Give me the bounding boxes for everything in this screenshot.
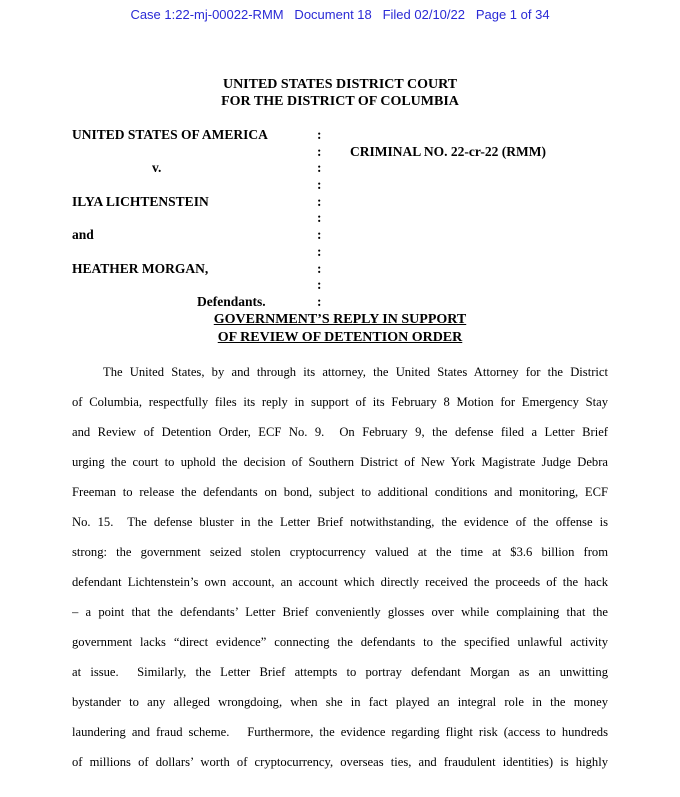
caption-colon: : <box>317 260 322 276</box>
caption-row <box>72 177 608 194</box>
caption-colon: : <box>317 293 322 309</box>
caption-colon: : <box>317 143 322 159</box>
body-line: and Review of Detention Order, ECF No. 9. On February 9, the defense filed a Letter Brief <box>72 425 608 439</box>
caption-case-number: CRIMINAL NO. 22-cr-22 (RMM) <box>350 143 546 159</box>
body-line: of Columbia, respectfully files its reply in support of its February 8 Motion for Emergency Stay <box>72 395 608 409</box>
caption-colon: : <box>317 193 322 209</box>
caption-defendants-label: Defendants. <box>197 293 266 309</box>
caption-defendant-2: HEATHER MORGAN, <box>72 260 209 276</box>
caption-versus: v. <box>152 160 162 176</box>
court-title <box>0 76 680 110</box>
caption-colon: : <box>317 177 322 193</box>
document-heading-line2: OF REVIEW OF DETENTION ORDER <box>217 330 463 345</box>
caption-colon: : <box>317 243 322 259</box>
court-title-line2: FOR THE DISTRICT OF COLUMBIA <box>221 94 459 109</box>
court-title-line1: UNITED STATES DISTRICT COURT <box>222 77 458 92</box>
caption-colon: : <box>317 277 322 293</box>
caption-party-plaintiff: UNITED STATES OF AMERICA <box>72 127 268 142</box>
caption-row <box>72 227 608 244</box>
caption-colon: : <box>317 227 322 243</box>
body-line: at issue. Similarly, the Letter Brief attempts to portray defendant Morgan as an unwitting <box>72 665 608 679</box>
caption-colon: : <box>317 160 322 176</box>
body-line: No. 15. The defense bluster in the Letter Brief notwithstanding, the evidence of the offense is <box>72 515 608 529</box>
case-header-stamp: Case 1:22-mj-00022-RMM Document 18 Filed 02/10/22 Page 1 of 34 <box>130 7 550 22</box>
body-line: – a point that the defendants’ Letter Brief conveniently glosses over while complaining that the <box>72 605 608 619</box>
body-line: strong: the government seized stolen cryptocurrency valued at the time at $3.6 billion from <box>72 545 608 559</box>
body-line: bystander to any alleged wrongdoing, when she in fact played an integral role in the money <box>72 695 608 709</box>
caption-row <box>72 261 608 278</box>
body-line: Freeman to release the defendants on bond, subject to additional conditions and monitoring, ECF <box>72 485 608 499</box>
caption-row <box>72 210 608 227</box>
body-line: urging the court to uphold the decision of Southern District of New York Magistrate Judge Debra <box>72 455 608 469</box>
caption-row <box>72 160 608 177</box>
body-line: of millions of dollars’ worth of cryptocurrency, overseas ties, and fraudulent identities) is highly <box>72 755 608 769</box>
document-heading-line1: GOVERNMENT’S REPLY IN SUPPORT <box>213 312 467 327</box>
caption-row <box>72 277 608 294</box>
caption-colon: : <box>317 127 322 142</box>
body-line: government lacks “direct evidence” connecting the defendants to the specified unlawful activity <box>72 635 608 649</box>
body-line: The United States, by and through its attorney, the United States Attorney for the District <box>103 365 608 379</box>
document-heading <box>0 311 680 347</box>
caption-colon: : <box>317 210 322 226</box>
body-line: defendant Lichtenstein’s own account, an account which directly received the proceeds of the hack <box>72 575 608 589</box>
case-caption <box>72 127 608 311</box>
caption-row <box>72 194 608 211</box>
caption-row <box>72 244 608 261</box>
caption-row <box>72 144 608 161</box>
body-line: laundering and fraud scheme. Furthermore, the evidence regarding flight risk (access to hundreds <box>72 725 608 739</box>
caption-row <box>72 127 608 144</box>
caption-conjunction: and <box>72 227 94 243</box>
caption-defendant-1: ILYA LICHTENSTEIN <box>72 193 209 209</box>
body-paragraph <box>72 357 608 777</box>
caption-row <box>72 294 608 311</box>
